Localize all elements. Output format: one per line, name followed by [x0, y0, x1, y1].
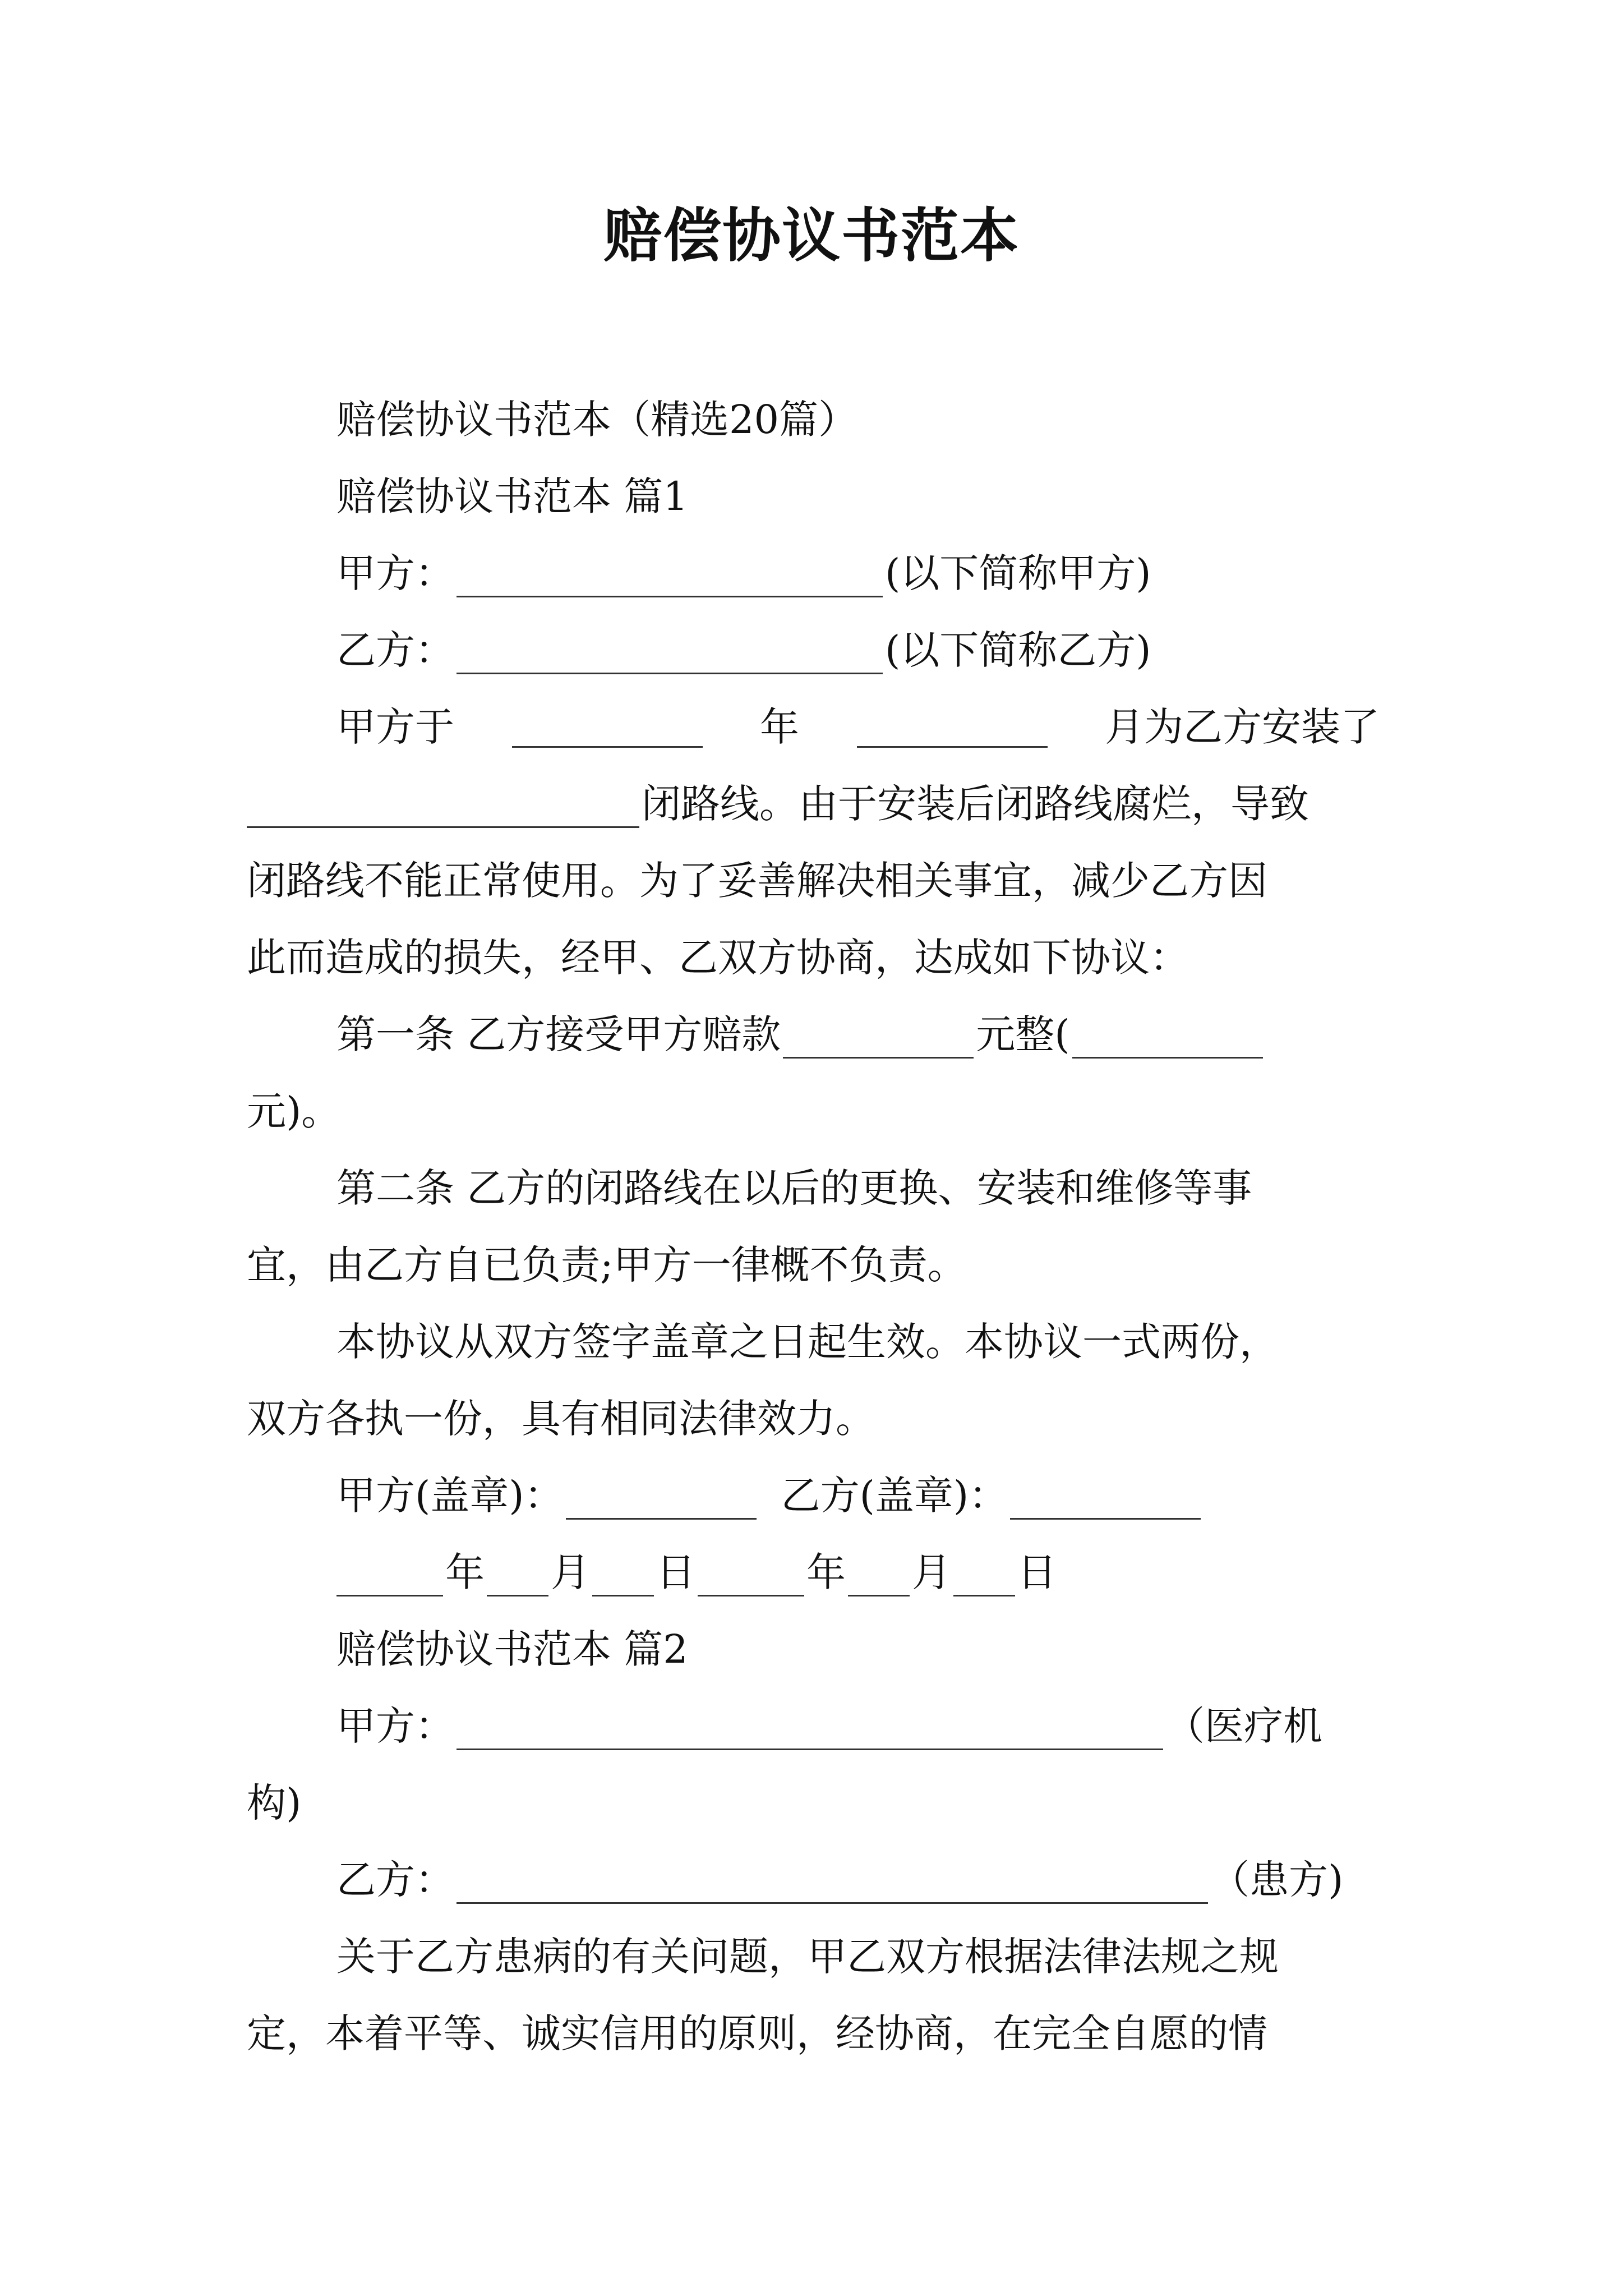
party-a-note: (以下简称甲方) — [885, 550, 1151, 596]
intro-month-blank — [857, 707, 1048, 748]
article1-party-a-line — [247, 535, 1380, 612]
clause1-text-c: 元)。 — [247, 1088, 341, 1134]
clause2-text-2: 宜，由乙方自已负责;甲方一律概不负责。 — [247, 1242, 967, 1288]
date-b-day-blank — [953, 1556, 1015, 1596]
clause1-amount-figure-blank — [1072, 1018, 1263, 1059]
effect-text-1: 本协议从双方签字盖章之日起生效。本协议一式两份， — [336, 1319, 1279, 1365]
intro-part-2: 年 — [760, 704, 799, 750]
article2-party-a-cont-line — [247, 1765, 1380, 1842]
sign-a-blank — [566, 1479, 757, 1520]
subtitle: 赔偿协议书范本（精选20篇） — [336, 397, 858, 443]
date-a-year: 年 — [445, 1549, 485, 1595]
party-a-label: 甲方： — [336, 550, 454, 596]
sign-a-label: 甲方(盖章)： — [336, 1473, 564, 1519]
article2-party-a-label: 甲方： — [336, 1703, 454, 1749]
effect-text-2: 双方各执一份，具有相同法律效力。 — [247, 1396, 875, 1442]
effect-line-1 — [247, 1304, 1380, 1381]
intro-year-blank — [512, 707, 703, 748]
date-b-year-blank — [698, 1556, 804, 1596]
article1-heading: 赔偿协议书范本 篇1 — [336, 473, 688, 519]
article2-party-b-note: （患方) — [1210, 1857, 1344, 1903]
article2-para-line-1 — [247, 1918, 1380, 1995]
intro-item-blank — [247, 787, 639, 828]
article2-para-text-1: 关于乙方患病的有关问题，甲乙双方根据法律法规之规 — [336, 1934, 1279, 1980]
article2-party-a-note-cont: 构) — [247, 1780, 302, 1826]
intro-line-2 — [247, 766, 1380, 843]
clause2-line-2 — [247, 1227, 1380, 1304]
article2-heading-line — [247, 1611, 1380, 1688]
clause1-text-b: 元整( — [976, 1011, 1070, 1057]
clause2-text-1: 第二条 乙方的闭路线在以后的更换、安装和维修等事 — [336, 1165, 1252, 1211]
article2-para-line-2 — [247, 1995, 1380, 2072]
document-body — [247, 381, 1380, 2072]
date-a-month-blank — [487, 1556, 548, 1596]
sign-b-blank — [1010, 1479, 1201, 1520]
article2-party-a-blank — [457, 1709, 1163, 1750]
party-b-label: 乙方： — [336, 627, 454, 673]
document-title: 赔偿协议书范本 — [603, 201, 1020, 270]
intro-line-3 — [247, 843, 1380, 919]
intro-line-4 — [247, 919, 1380, 996]
signature-line — [247, 1457, 1380, 1534]
date-b-month-blank — [848, 1556, 910, 1596]
clause1-line — [247, 996, 1380, 1073]
intro-line-2-text: 闭路线。由于安装后闭路线腐烂，导致 — [642, 781, 1309, 827]
article2-party-a-note: （医疗机 — [1165, 1703, 1322, 1749]
date-a-month: 月 — [551, 1549, 590, 1595]
article2-heading: 赔偿协议书范本 篇2 — [336, 1626, 688, 1672]
date-a-day-blank — [592, 1556, 654, 1596]
date-a-day: 日 — [656, 1549, 695, 1595]
date-b-year: 年 — [806, 1549, 846, 1595]
article2-para-text-2: 定，本着平等、诚实信用的原则，经协商，在完全自愿的情 — [247, 2010, 1267, 2056]
clause2-line-1 — [247, 1150, 1380, 1227]
intro-line-4-text: 此而造成的损失，经甲、乙双方协商，达成如下协议： — [247, 935, 1189, 981]
article2-party-b-line — [247, 1842, 1380, 1918]
subtitle-line — [247, 381, 1380, 458]
intro-line-1 — [247, 689, 1380, 766]
clause1-text-a: 第一条 乙方接受甲方赔款 — [336, 1011, 781, 1057]
date-a-year-blank — [336, 1556, 443, 1596]
date-b-day: 日 — [1017, 1549, 1057, 1595]
party-b-note: (以下简称乙方) — [885, 627, 1151, 673]
article2-party-b-label: 乙方： — [336, 1857, 454, 1903]
intro-part-1: 甲方于 — [336, 704, 454, 750]
article2-party-b-blank — [457, 1863, 1208, 1904]
party-a-blank — [457, 556, 883, 597]
article1-heading-line — [247, 458, 1380, 535]
date-b-month: 月 — [912, 1549, 951, 1595]
party-b-blank — [457, 633, 883, 674]
effect-line-2 — [247, 1381, 1380, 1457]
article2-party-a-line — [247, 1688, 1380, 1765]
intro-line-3-text: 闭路线不能正常使用。为了妥善解决相关事宜，减少乙方因 — [247, 858, 1267, 904]
clause1-line-2 — [247, 1073, 1380, 1150]
date-line — [247, 1534, 1380, 1611]
intro-part-3: 月为乙方安装了 — [1105, 704, 1380, 750]
clause1-amount-blank — [783, 1018, 974, 1059]
sign-b-label: 乙方(盖章)： — [781, 1473, 1008, 1519]
article1-party-b-line — [247, 612, 1380, 689]
